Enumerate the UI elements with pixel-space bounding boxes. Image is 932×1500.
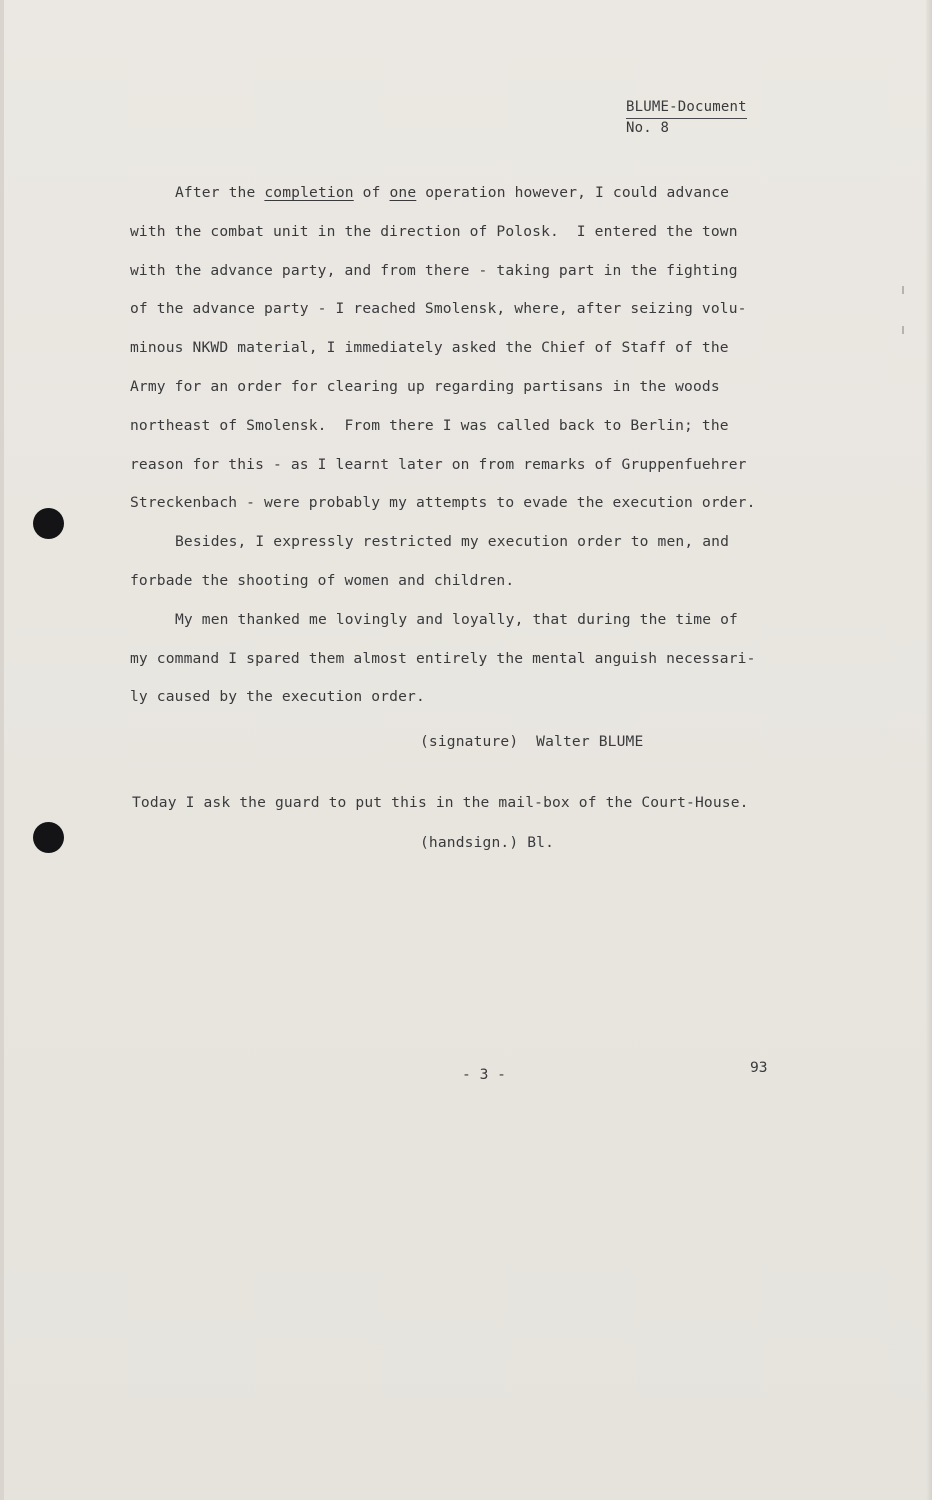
- paragraph-1-line-4: of the advance party - I reached Smolensk, where, after seizing volu-: [130, 300, 747, 318]
- paragraph-1-line-9: Streckenbach - were probably my attempts to evade the execution order.: [130, 494, 756, 512]
- text-segment: After the: [175, 184, 265, 201]
- document-reference: [626, 98, 747, 138]
- paragraph-2-line-1: Besides, I expressly restricted my execution order to men, and: [175, 533, 730, 551]
- folio-number: 93: [750, 1059, 768, 1076]
- paragraph-3-line-3: ly caused by the execution order.: [130, 688, 425, 706]
- page-number: - 3 -: [462, 1066, 506, 1083]
- paragraph-1-line-1: [130, 174, 810, 213]
- paragraph-1-line-6: Army for an order for clearing up regarding partisans in the woods: [130, 377, 720, 395]
- paragraph-1-line-7: northeast of Smolensk. From there I was called back to Berlin; the: [130, 416, 729, 434]
- paragraph-1-line-2: with the combat unit in the direction of Polosk. I entered the town: [130, 222, 738, 240]
- page-right-edge: [926, 0, 932, 1500]
- paragraph-3-line-2: my command I spared them almost entirely the mental anguish necessari-: [130, 649, 756, 667]
- page-left-edge: [0, 0, 4, 1500]
- paragraph-1-line-8: reason for this - as I learnt later on from remarks of Gruppenfuehrer: [130, 455, 747, 473]
- underlined-word: completion: [264, 184, 354, 201]
- paragraph-3-line-1: My men thanked me lovingly and loyally, that during the time of: [175, 610, 738, 628]
- paragraph-1-line-5: minous NKWD material, I immediately asked the Chief of Staff of the: [130, 339, 729, 357]
- text-segment: of: [353, 184, 390, 201]
- paragraph-2-line-2: forbade the shooting of women and children.: [130, 571, 515, 589]
- closing-note: Today I ask the guard to put this in the mail-box of the Court-House.: [132, 794, 749, 811]
- signature-line: (signature) Walter BLUME: [420, 733, 644, 750]
- punch-hole-upper: [33, 508, 64, 539]
- punch-hole-lower: [33, 822, 64, 853]
- document-body: [130, 174, 810, 717]
- paragraph-1-line-3: with the advance party, and from there - taking part in the fighting: [130, 261, 738, 279]
- margin-mark: [902, 286, 904, 294]
- text-segment: operation however, I could advance: [416, 184, 730, 201]
- underlined-word: one: [389, 184, 417, 201]
- handsign-line: (handsign.) Bl.: [420, 834, 555, 851]
- margin-mark: [902, 326, 904, 334]
- document-reference-title: BLUME-Document: [626, 98, 747, 119]
- document-reference-number: No. 8: [626, 120, 670, 136]
